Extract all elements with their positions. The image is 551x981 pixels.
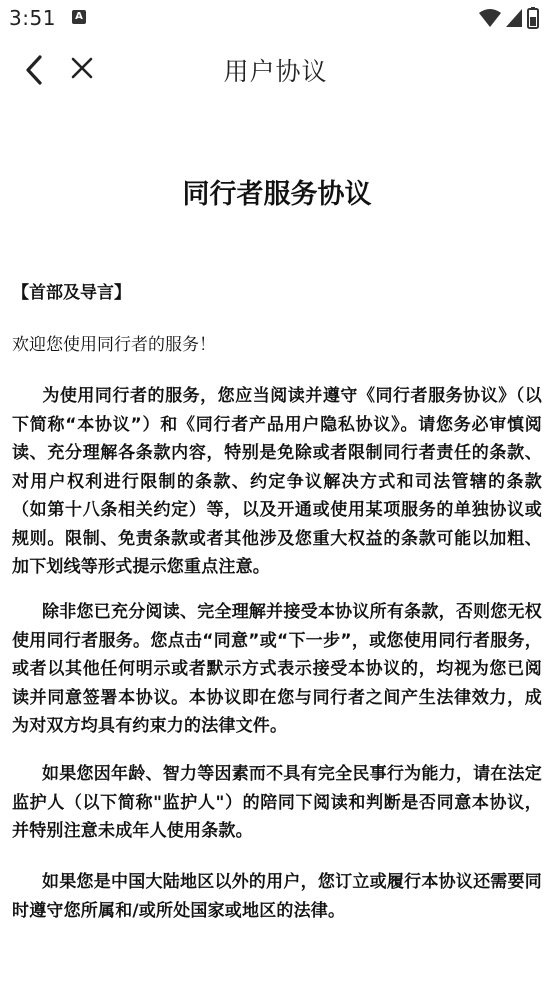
paragraph-4: 如果您是中国大陆地区以外的用户，您订立或履行本协议还需要同时遵守您所属和/或所处国家或地区的法律。 <box>12 872 542 921</box>
paragraph-3: 如果您因年龄、智力等因素而不具有完全民事行为能力，请在法定监护人（以下简称"监护人"）的陪同下阅读和判断是否同意本协议，并特别注意未成年人使用条款。 <box>12 764 542 841</box>
paragraph-2: 除非您已充分阅读、完全理解并接受本协议所有条款，否则您无权使用同行者服务。您点击“同意”或“下一步”，或您使用同行者服务，或者以其他任何明示或者默示方式表示接受本协议的，均视为您已阅读并同意签署本协议。本协议即在您与同行者之间产生法律效力，成为对双方均具有约束力的法律文件。 <box>12 602 542 736</box>
section-heading: 【首部及导言】 <box>12 283 131 303</box>
status-time: 3:51 <box>9 6 56 30</box>
status-bar <box>0 0 551 36</box>
welcome-text: 欢迎您使用同行者的服务！ <box>12 335 216 355</box>
wifi-icon <box>479 8 501 28</box>
battery-icon <box>527 7 539 29</box>
document-title: 同行者服务协议 <box>182 179 372 210</box>
agreement-content <box>12 160 542 921</box>
paragraph-1: 为使用同行者的服务，您应当阅读并遵守《同行者服务协议》（以下简称“本协议”）和《同行者产品用户隐私协议》。请您务必审慎阅读、充分理解各条款内容，特别是免除或者限制同行者责任的条款、对用户权利进行限制的条款、约定争议解决方式和司法管辖的条款（如第十八条相关约定）等，以及开通或使用某项服务的单独协议或规则。限制、免责条款或者其他涉及您重大权益的条款可能以加粗、加下划线等形式提示您重点注意。 <box>12 386 542 577</box>
app-bar <box>0 40 551 100</box>
page-title: 用户协议 <box>223 57 328 86</box>
signal-icon <box>505 8 523 28</box>
status-icons <box>479 6 539 30</box>
notification-icon: A <box>72 10 86 24</box>
